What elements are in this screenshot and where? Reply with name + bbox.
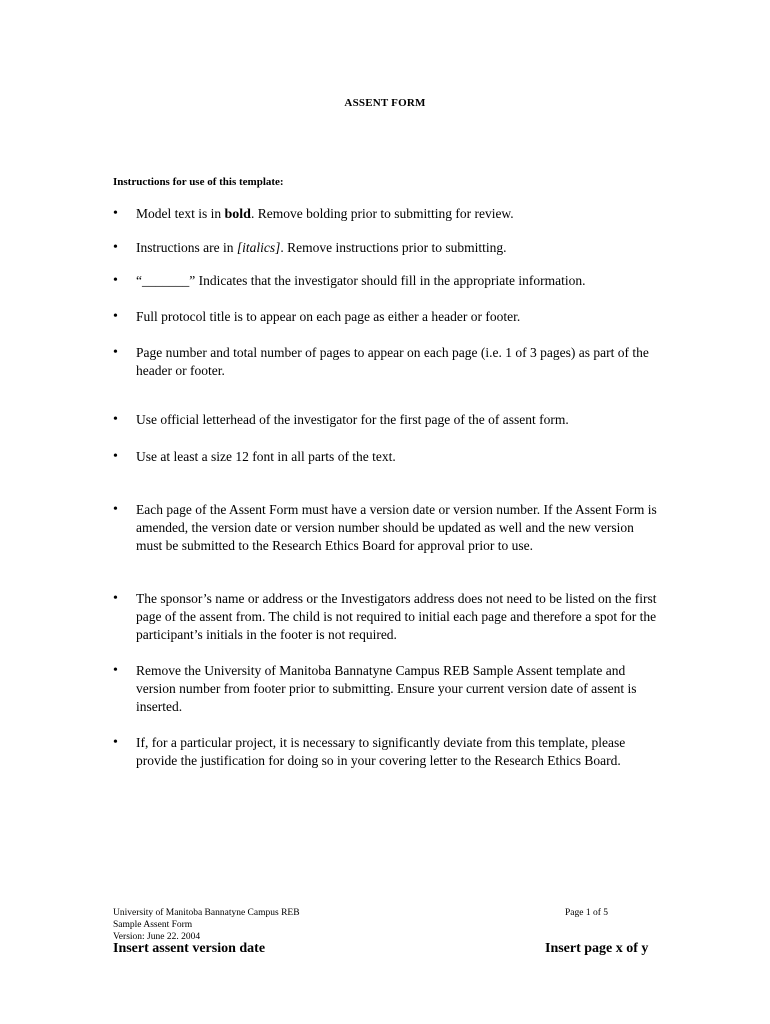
footer-line: University of Manitoba Bannatyne Campus REB xyxy=(113,908,300,918)
page-title: ASSENT FORM xyxy=(344,97,426,109)
bullet-text: If, for a particular project, it is necessary to significantly deviate from this template, please provide the justification for doing so in your covering letter to the Research Ethics Board. xyxy=(136,735,626,768)
bullet-text: The sponsor’s name or address or the Investigators address does not need to be listed on the first page of the assent from. The child is not required to initial each page and therefore a spot for the participant’s initials in the footer is not required. xyxy=(136,591,657,642)
bullet-text: Use at least a size 12 font in all parts of the text. xyxy=(136,449,396,464)
footer-insert-version-date: Insert assent version date xyxy=(113,941,266,956)
bullet-icon: • xyxy=(113,502,118,517)
bullet-icon: • xyxy=(113,240,118,255)
footer-page-number: Page 1 of 5 xyxy=(565,908,609,918)
bullet-text: Full protocol title is to appear on each page as either a header or footer. xyxy=(136,309,521,324)
bullet-text: Remove the University of Manitoba Bannatyne Campus REB Sample Assent template and version number from footer prior to submitting. Ensure your current version date of assent is inserted. xyxy=(136,663,637,714)
italic-word: [italics] xyxy=(236,240,281,255)
bullet-text: Each page of the Assent Form must have a version date or version number. If the Assent Form is amended, the version date or version number should be updated as well and the new version must be submitted to the Research Ethics Board for approval prior to use. xyxy=(136,502,657,553)
footer-reb-info xyxy=(113,907,300,943)
bullet-icon: • xyxy=(113,273,118,288)
bullet-text: Use official letterhead of the investigator for the first page of the of assent form. xyxy=(136,412,569,427)
bullet-icon: • xyxy=(113,591,118,606)
bullet-icon: • xyxy=(113,663,118,678)
bullet-text: Instructions are in [italics]. Remove instructions prior to submitting. xyxy=(136,240,507,255)
bullet-text: Model text is in bold. Remove bolding prior to submitting for review. xyxy=(136,206,514,222)
bullet-icon: • xyxy=(113,735,118,750)
bullet-text: Page number and total number of pages to appear on each page (i.e. 1 of 3 pages) as part of the header or footer. xyxy=(136,345,649,378)
bullet-icon: • xyxy=(113,449,118,464)
footer-insert-page: Insert page x of y xyxy=(545,941,649,956)
bold-word: bold xyxy=(224,207,251,222)
footer-line: Version: June 22. 2004 xyxy=(113,932,201,942)
instructions-heading: Instructions for use of this template: xyxy=(113,176,284,188)
bullet-icon: • xyxy=(113,345,118,360)
bullet-text: “_______” Indicates that the investigator should fill in the appropriate information. xyxy=(136,273,586,288)
bullet-icon: • xyxy=(113,412,118,427)
bullet-icon: • xyxy=(113,309,118,324)
bullet-icon: • xyxy=(113,206,118,221)
footer-line: Sample Assent Form xyxy=(113,920,193,930)
